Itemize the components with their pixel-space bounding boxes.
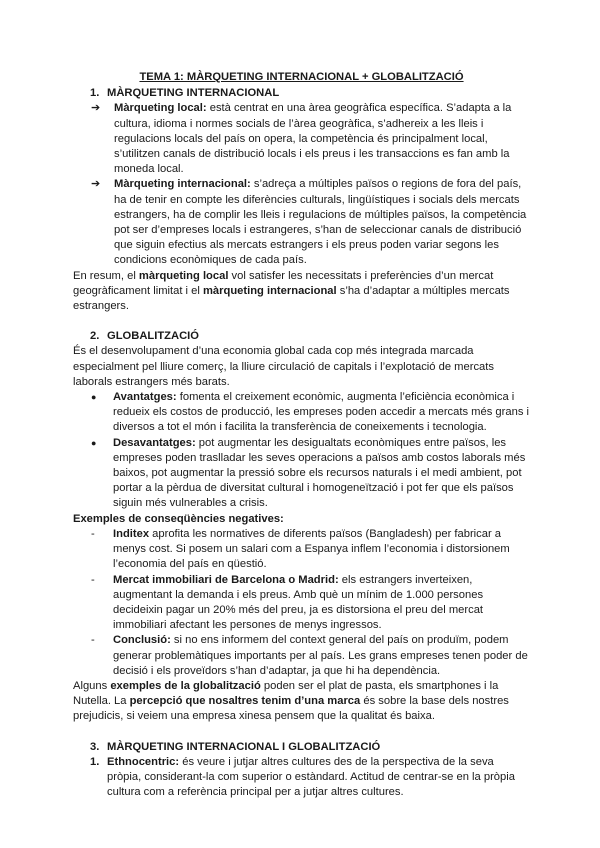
list-item-disadvantages <box>73 436 530 512</box>
section-2-title: GLOBALITZACIÓ <box>107 330 199 343</box>
section-1-list <box>73 101 530 268</box>
closing-term: exemples de la globalització <box>110 679 261 692</box>
examples-list <box>73 527 530 679</box>
section-3-item-number: 1. <box>90 755 100 768</box>
section-1-summary <box>73 269 530 315</box>
closing-text: poden ser el plat de pasta, els smartphones i la Nutella. La <box>73 679 499 708</box>
closing-text: Alguns <box>73 679 111 692</box>
closing-text: és sobre la base dels nostres prejudicis, si veiem una empresa xinesa pensem que la qualitat és baixa. <box>73 695 509 723</box>
section-3-title: MÀRQUETING INTERNACIONAL I GLOBALITZACIÓ <box>107 740 381 753</box>
example-term: Conclusió: <box>113 634 171 647</box>
arrow-icon: ➔ <box>91 102 101 115</box>
summary-term: màrqueting internacional <box>202 284 337 297</box>
closing-term: percepció que nosaltres tenim d’una marca <box>129 695 361 708</box>
text-ethnocentric: és veure i jutjar altres cultures des de la perspectiva de la seva pròpia, considerant-la com superior o estàndard. Actitud de centrar-se en la pròpia cultura com a referència principal per a jutjar altres cultures. <box>107 755 515 799</box>
text-disadvantages: pot augmentar les desigualtats econòmiques entre països, les empreses poden traslladar les seves operacions a països amb costos laborals més baixos, pot augmentar la pressió sobre els recursos naturals i el medi ambient, pot portar a la pèrdua de diversitat cultural i homogeneïtzació i pot fer que els països siguin més vulnerables a crisis. <box>113 436 526 510</box>
definition-international: s’adreça a múltiples països o regions de fora del país, ha de tenir en compte les diferències culturals, lingüístiques i socials dels mercats estrangers, ha de complir les lleis i regulacions de múltiples països, la competència pot ser d’empreses locals i estrangeres, s’han de seleccionar canals de distribució que siguin efectius als mercats estrangers i els preus poden variar segons les condicions econòmiques de cada país. <box>114 178 527 267</box>
section-2-list <box>73 390 530 512</box>
section-3-heading <box>73 740 530 755</box>
section-1-heading <box>73 86 530 101</box>
example-item <box>73 527 530 573</box>
section-1-number: 1. <box>90 87 100 100</box>
dash-icon: - <box>91 527 95 540</box>
section-2-heading <box>73 329 530 344</box>
section-2-intro: És el desenvolupament d’una economia global cada cop més integrada marcada especialment pel lliure comerç, la lliure circulació de capitals i l’explotació de mercats laborals estrangers més barats. <box>73 345 494 388</box>
section-2-number: 2. <box>90 330 100 343</box>
example-term: Inditex <box>113 527 150 540</box>
example-term: Mercat immobiliari de Barcelona o Madrid: <box>113 573 339 586</box>
example-text: si no ens informem del context general del país on produïm, podem generar problemàtiques importants per al país. Les grans empreses tenen poder de decisió i els proveïdors s’han d’adaptar, ja que hi ha dependència. <box>113 634 528 677</box>
example-item <box>73 573 530 634</box>
section-1-title: MÀRQUETING INTERNACIONAL <box>107 87 280 100</box>
examples-heading-text: Exemples de conseqüències negatives: <box>73 512 284 525</box>
list-item-advantages <box>73 390 530 436</box>
example-item <box>73 633 530 679</box>
document-title: TEMA 1: MÀRQUETING INTERNACIONAL + GLOBALITZACIÓ <box>139 71 464 83</box>
section-2-closing <box>73 679 530 725</box>
list-item-local <box>73 101 530 177</box>
summary-text: s’ha d’adaptar a múltiples mercats estrangers. <box>73 284 510 313</box>
summary-text: En resum, el <box>73 269 139 282</box>
text-advantages: fomenta el creixement econòmic, augmenta l’eficiència econòmica i redueix els costos de producció, les empreses poden accedir a mercats més grans i diversos a tot el món i facilita la transferència de coneixements i tecnologia. <box>113 391 530 434</box>
dash-icon: - <box>91 634 95 647</box>
list-item-international <box>73 177 530 268</box>
term-international: Màrqueting internacional: <box>114 178 251 191</box>
section-3-number: 3. <box>90 740 100 753</box>
dash-icon: - <box>91 573 95 586</box>
bullet-icon: ● <box>91 437 97 448</box>
bullet-icon: ● <box>91 392 97 403</box>
definition-local: està centrat en una àrea geogràfica específica. S’adapta a la cultura, idioma i normes socials de l’àrea geogràfica, s’adhereix a les lleis i regulacions locals del país on opera, la competència és principalment local, s’utilitzen canals de distribució locals i els preus i les transaccions es fan amb la moneda local. <box>114 102 512 176</box>
arrow-icon: ➔ <box>91 178 101 191</box>
summary-term: màrqueting local <box>138 269 229 282</box>
section-3-item <box>73 755 530 801</box>
example-text: aprofita les normatives de diferents països (Bangladesh) per fabricar a menys cost. Si posem un salari com a Espanya inflem l’economia i distorsionem l’economia del país en qüestió. <box>113 527 510 571</box>
term-ethnocentric: Ethnocentric: <box>107 755 180 768</box>
example-text: els estrangers inverteixen, augmentant la demanda i els preus. Amb què un mínim de 1.000 persones decideixin pagar un 20% més del preu, ja es distorsiona el preu del mercat immobiliari afectant les persones de menys ingressos. <box>113 573 484 632</box>
examples-heading <box>73 512 530 527</box>
summary-text: vol satisfer les necessitats i preferències d’un mercat geogràficament limitat i el <box>73 269 494 297</box>
term-local: Màrqueting local: <box>114 102 207 115</box>
term-disadvantages: Desavantatges: <box>113 436 196 449</box>
term-advantages: Avantatges: <box>113 391 177 404</box>
